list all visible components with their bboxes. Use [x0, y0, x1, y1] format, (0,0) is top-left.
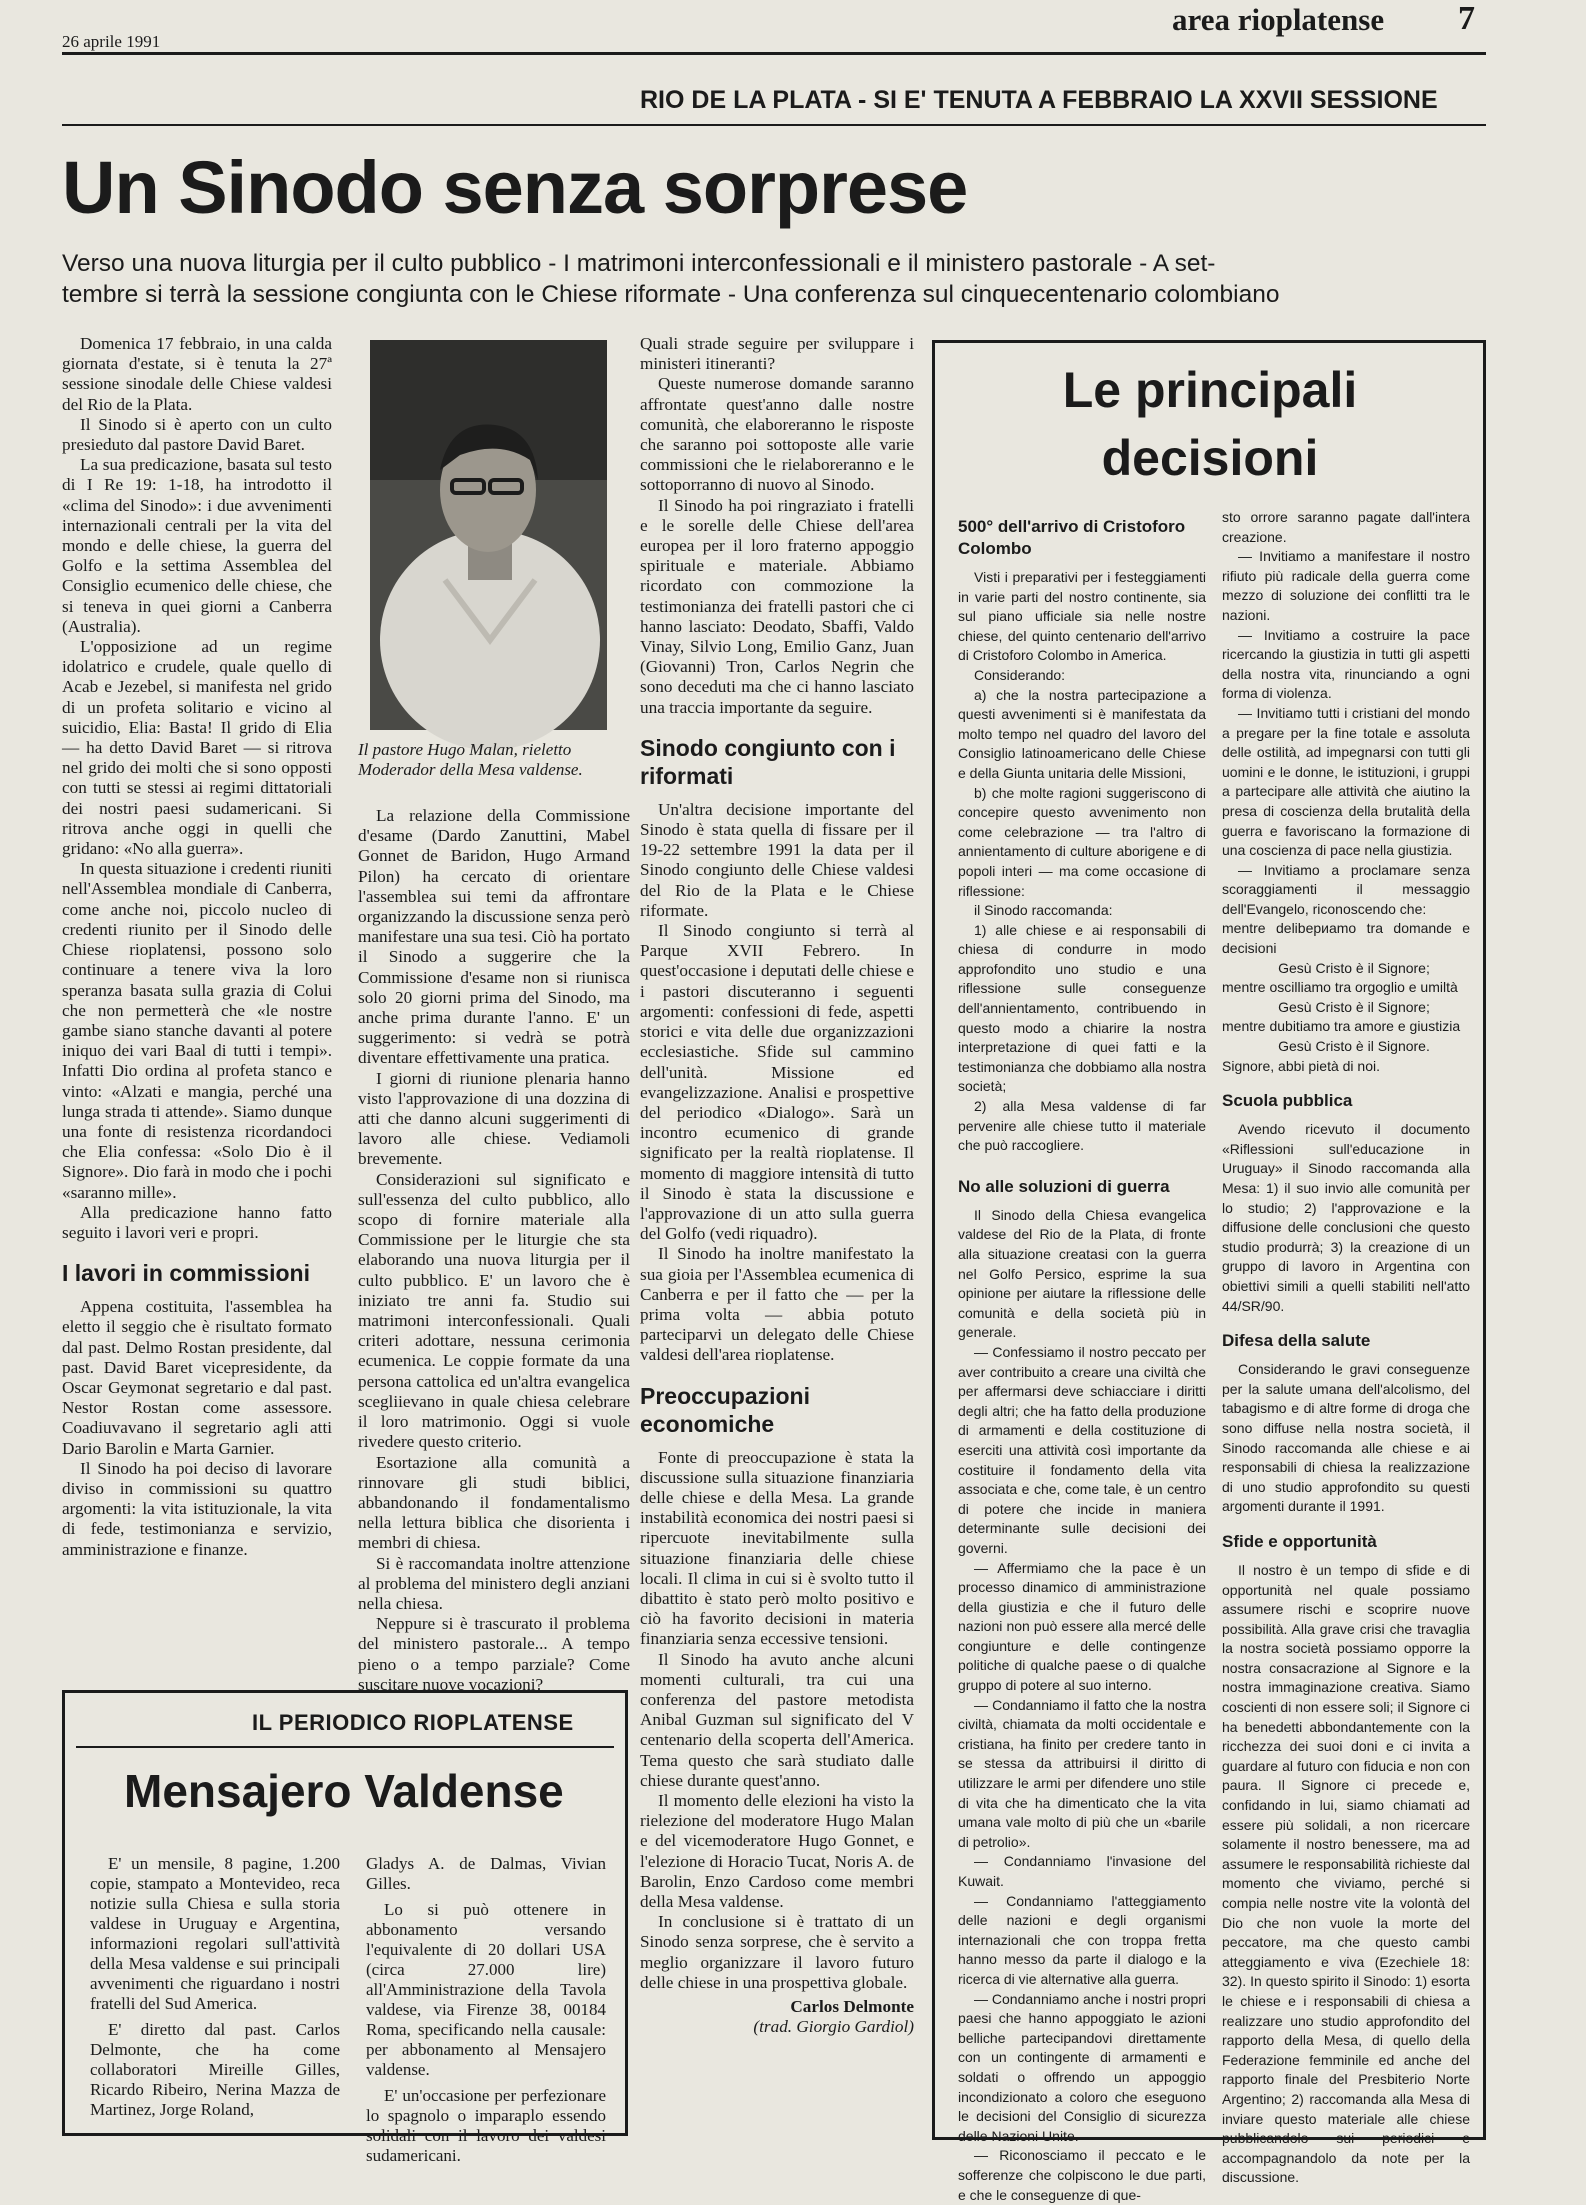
- portrait-illustration: [370, 340, 607, 730]
- article-column-2: [358, 806, 630, 1694]
- decision-paragraph: — Invitiamo a costruire la pace ricercando la giustizia in tutti gli aspetti della nostra vita, rinunciando a ogni forma di violenza.: [1222, 626, 1470, 702]
- portrait-photo: [370, 340, 607, 730]
- decision-paragraph: mentre oscilliamo tra orgoglio e umiltà: [1222, 979, 1458, 996]
- decision-paragraph: — Condanniamo l'atteggiamento delle nazioni e degli organismi internazionali che con troppa fretta hanno messo da parte il dialogo e la ricerca di vie alternative alla guerra.: [958, 1892, 1206, 1987]
- header-rule: [62, 52, 1486, 55]
- col2-paragraph: Esortazione alla comunità a rinnovare gli studi biblici, abbandonando il fondamentalismo nella lettura biblica che disorienta i membri di chiesa.: [358, 1452, 630, 1553]
- decision-paragraph: a) che la nostra partecipazione a questi avvenimenti si è manifestata da molto tempo nel quadro del lavoro del Consiglio latinoamericano delle Chiese e della Giunta unitaria delle Missioni,: [958, 686, 1206, 781]
- decision-paragraph: sto orrore saranno pagate dall'intera creazione.: [1222, 509, 1470, 545]
- mensajero-title: Mensajero Valdense: [124, 1765, 564, 1817]
- col2-paragraph: Neppure si è trascurato il problema del ministero pastorale... A tempo pieno o a tempo parziale? Come suscitare nuove vocazioni?: [358, 1614, 630, 1694]
- kicker: RIO DE LA PLATA - SI E' TENUTA A FEBBRAIO LA XXVII SESSIONE: [640, 86, 1438, 114]
- decision-paragraph: — Condanniamo l'invasione del Kuwait.: [958, 1853, 1206, 1889]
- col2-paragraph: Si è raccomandata inoltre attenzione al problema del ministero degli anziani nella chiesa.: [358, 1553, 630, 1613]
- decision-paragraph: Gesù Cristo è il Signore;: [1278, 959, 1430, 976]
- col3-subheading: Preoccupazioni economiche: [640, 1382, 810, 1437]
- decision-paragraph: il Sinodo raccomanda:: [974, 902, 1113, 919]
- col2-paragraph: I giorni di riunione plenaria hanno visto l'approvazione di una dozzina di atti che danno alcuni suggerimenti di lavoro alle chiese. Vediamoli brevemente.: [358, 1068, 630, 1169]
- decision-paragraph: — Invitiamo tutti i cristiani del mondo a pregare per la fine totale e assoluta delle ostilità, ad impegnarsi con tutti gli uomini e le donne, le istituzioni, i gruppi a partecipare alle attività che aiutino la presa di coscienza della brutalità della guerra e favoriscano la formazione di una coscienza di pace nella giustizia.: [1222, 704, 1470, 859]
- decision-paragraph: — Riconosciamo il peccato e le sofferenze che colpiscono le due parti, e che le conseguenze di que-: [958, 2147, 1206, 2203]
- mensajero-kicker: IL PERIODICO RIOPLATENSE: [252, 1710, 574, 1735]
- col1-paragraph: In questa situazione i credenti riuniti nell'Assemblea mondiale di Canberra, come anche noi, piccolo nucleo di credenti riunito per il Sinodo delle Chiese rioplatensi, possono solo continuare a tenere viva la loro speranza basata sulla grazia di Colui che non permetterà che «le nostre gambe siano stanche davanti al potere iniquo dei vari Baal di tutti i tempi». Infatti Dio ordina al profeta stanco e vinto: «Alzati e mangia, perché una lunga strada ti attende». Siamo dunque una fonte di resistenza ricordandoci che Elia confessa: «Solo Dio è il Signore». Dio farà in modo che i pochi «saranno mille».: [62, 859, 332, 1202]
- col1-paragraph: Alla predicazione hanno fatto seguito i lavori veri e propri.: [62, 1202, 332, 1242]
- mensajero-paragraph: Gladys A. de Dalmas, Vivian Gilles.: [366, 1854, 606, 1893]
- decision-heading: Sfide e opportunità: [1222, 1531, 1377, 1551]
- mensajero-paragraph: E' un'occasione per perfezionare lo spagnolo o imparарlo essendo solidali con il lavoro dei valdesi sudamericani.: [366, 2086, 606, 2165]
- col1-paragraph: L'opposizione ad un regime idolatrico e crudele, quale quello di Acab e Jezebel, si manifesta nel grido di un profeta solitario e vicino al suicidio, Elia: Basta! Il grido di Elia — ha detto David Baret — si ritrova nel grido dei molti che si sono opposti con tutti se stessi ai regimi dittatoriali dei nostri paesi sudamericani. Si ritrova anche oggi in quelli che gridano: «No alla guerra».: [62, 637, 332, 859]
- col3-paragraph: Il momento delle elezioni ha visto la rielezione del moderatore Hugo Malan e del vicemoderatore Hugo Gonnet, e l'elezione di Horacio Tucat, Noris A. de Barolin, Enzo Cardoso come membri della Mesa valdense.: [640, 1791, 914, 1912]
- decision-paragraph: Considerando le gravi conseguenze per la salute umana dell'alcolismo, del tabagismo e di altre forme di droga che sono diffuse nella nostra società, il Sinodo raccomanda alle chiese e ai responsabili di chiesa la realizzazione di uno studio approfondito su questi argomenti durante il 1991.: [1222, 1361, 1470, 1515]
- decision-paragraph: Signore, abbi pietà di noi.: [1222, 1057, 1380, 1074]
- decisions-box-title: Le principali decisioni: [1062, 362, 1358, 486]
- translator-credit: (trad. Giorgio Gardiol): [753, 2017, 914, 2037]
- decision-paragraph: Il Sinodo della Chiesa evangelica valdese del Rio de la Plata, di fronte alla situazione creatasi con la guerra nel Golfo Persico, esprime la sua opinione per aiutare la riflessione delle comunità e della società più in generale.: [958, 1206, 1206, 1341]
- subheadline-line-1: Verso una nuova liturgia per il culto pubblico - I matrimoni interconfessionali e il ministero pastorale - A set-: [62, 250, 1216, 277]
- decision-heading: Scuola pubblica: [1222, 1091, 1353, 1111]
- decision-paragraph: — Affermiamo che la pace è un processo dinamico di amministrazione della giustizia e che il futuro delle nazioni non può essere alla mercé delle congiunture e delle contingenze politiche di qualche paese o di qualche gruppo di potere al suo interno.: [958, 1559, 1206, 1694]
- col2-paragraph: La relazione della Commissione d'esame (Dardo Zanuttini, Mabel Gonnet de Baridon, Hugo Armand Pilon) ha cercato di orientare l'assemblea sui temi da affrontare organizzando la discussione senza però manifestare una sua tesi. Ciò ha portato il Sinodo a suggerire che la Commissione d'esame non si riunisca solo 20 giorni prima del Sinodo, ma anche prima durante l'anno. E' un suggerimento: si vedrà se potrà diventare effettivamente una pratica.: [358, 806, 630, 1068]
- headline: Un Sinodo senza sorprese: [62, 146, 968, 229]
- col3-paragraph: Il Sinodo ha avuto anche alcuni momenti culturali, tra cui una conferenza del pastore metodista Anibal Guzman sul significato del V centenario della scoperta dell'America. Tema questo che sarà studiato dalle chiese durante quest'anno.: [640, 1649, 914, 1790]
- mensajero-paragraph: E' un mensile, 8 pagine, 1.200 copie, stampato a Montevideo, reca notizie sulla Chiesa e sulla storia valdese in Uruguay e Argentina, informazioni regolari sull'attività della Mesa valdense e sui principali avvenimenti che riguardano i nostri fratelli del Sud America.: [90, 1854, 340, 2013]
- col2-paragraph: Considerazioni sul significato e sull'essenza del culto pubblico, allo scopo di fornire materiale alla Commissione per le liturgie che sta elaborando una nuova liturgia per il culto pubblico. E' un lavoro che è iniziato tre anni fa. Studio sui matrimoni interconfessionali. Quali criteri adottare, nessuna cerimonia ecumenica. Le coppie formate da una persona cattolica ed un'altra evangelica scegliievano in quale chiesa celebrare il loro matrimonio. Oggi si vuole rivedere questo criterio.: [358, 1169, 630, 1452]
- col3-paragraph: Fonte di preoccupazione è stata la discussione sulla situazione finanziaria delle chiese e della Mesa. La grande instabilità economica dei nostri paesi si ripercuote inevitabilmente sulla situazione finanziaria delle chiese locali. Il clima in cui si è svolto tutto il dibattito è stato però molto positivo e ciò ha favorito decisioni in materia finanziaria senza eccessive tensioni.: [640, 1447, 914, 1649]
- decision-paragraph: Visti i preparativi per i festeggiamenti in varie parti del nostro continente, sia sul piano ufficiale sia nelle nostre chiese, del quinto centenario dell'arrivo di Cristoforo Colombo in America.: [958, 569, 1206, 664]
- decision-heading: Difesa della salute: [1222, 1331, 1371, 1351]
- issue-date: 26 aprile 1991: [62, 32, 161, 51]
- decisions-column-right: [1222, 508, 1470, 2186]
- col1-paragraph: Il Sinodo ha poi deciso di lavorare diviso in commissioni su quattro argomenti: la vita istituzionale, la vita di fede, testimonianza e servizio, amministrazione e finanze.: [62, 1458, 332, 1559]
- section-name: area rioplatense: [1172, 2, 1385, 37]
- decision-paragraph: 2) alla Mesa valdense di far pervenire alle chiese tutto il materiale che può raccogliere.: [958, 1098, 1206, 1154]
- decision-paragraph: Il nostro è un tempo di sfide e di opportunità nel quale possiamo assumere rischi e scoprire nuove possibilità. Alla grave crisi che travaglia la nostra società possiamo opporre la nostra consacrazione al Signore e la nostra immaginazione creativa. Siamo coscienti di non essere soli; il Signore ci ha benedetti abbondantemente con la ricchezza dei suoi doni e ci invita a guardare al futuro con fiducia e non con paura. Il Signore ci precede e, confidando in lui, siamo chiamati ad essere più solidali, a non ricercare solamente il nostro benessere, ma ad assumere le responsabilità richieste dal momento che viviamo, perché si compia nelle nostre vite la volontà del Dio che non vuole la morte del peccatore, ma che questo cambi atteggiamento e viva (Ezechiele 18: 32). In questo spirito il Sinodo: 1) esorta le chiese e i responsabili di chiesa a realizzare uno studio approfondito del rapporto della Mesa, di quello della Federazione femminile ed anche del rapporto finale del Presbiterio Norte Argentino; 2) raccomanda alla Mesa di inviare questo materiale alle chiese pubblicandolo sui periodici e accompagnandolo da note per la discussione.: [1222, 1561, 1470, 2186]
- col3-paragraph: Queste numerose domande saranno affrontate quest'anno dalle nostre comunità, che elaboreranno le risposte che saranno poi sottoposte alle varie commissioni che le rielaboreranno e le sottoporranno di nuovo al Sinodo.: [640, 374, 914, 495]
- col1-paragraph: Appena costituita, l'assemblea ha eletto il seggio che è risultato formato dal past. Delmo Rostan presidente, dal past. David Baret vicepresidente, da Oscar Geymonat segretario e dal past. Nestor Rostan come assessore. Coadiuvavano il segretario agli atti Dario Barolin e Marta Garnier.: [62, 1297, 332, 1458]
- mensajero-column-right: [366, 1854, 606, 2165]
- author-byline: Carlos Delmonte: [790, 1997, 914, 2017]
- kicker-rule: [62, 124, 1486, 126]
- photo-caption: Il pastore Hugo Malan, rieletto Moderador della Mesa valdense.: [358, 740, 583, 779]
- decision-paragraph: 1) alle chiese e ai responsabili di chiesa di condurre in modo approfondito uno studio e una riflessione sulle conseguenze dell'annientamento, contribuendo in questo modo a chiarire la nostra interpretazione di quei fatti e la testimonianza che dobbiamo alla nostra società;: [958, 921, 1206, 1095]
- col3-subheading: Sinodo congiunto con i riformati: [640, 734, 896, 789]
- mensajero-paragraph: Lo si può ottenere in abbonamento versando l'equivalente di 20 dollari USA (circa 27.000 lire) all'Amministrazione della Tavola valdese, via Firenze 38, 00184 Roma, specificando nella causale: per abbonamento al Mensajero valdense.: [366, 1900, 606, 2079]
- mensajero-paragraph: E' diretto dal past. Carlos Delmonte, che ha come collaboratori Mireille Gilles, Ricardo Ribeiro, Nerina Mazza de Martinez, Jorge Roland,: [90, 2020, 340, 2119]
- mensajero-rule: [76, 1746, 614, 1748]
- decision-heading: No alle soluzioni di guerra: [958, 1176, 1170, 1196]
- decision-paragraph: mentre dubitiamo tra amore e giustizia: [1222, 1018, 1461, 1035]
- subheadline: [62, 248, 1486, 310]
- col3-paragraph: Un'altra decisione importante del Sinodo è stata quella di fissare per il 19-22 settembre 1991 la data per il Sinodo congiunto delle Chiese valdesi del Rio de la Plata e le Chiese riformate.: [640, 799, 914, 920]
- decision-paragraph: b) che molte ragioni suggeriscono di concepire questo avvenimento non come celebrazione — tra l'altro di annientamento di culture aborigene e di popoli interi — ma come occasione di riflessione:: [958, 784, 1206, 899]
- page-number: 7: [1458, 0, 1475, 37]
- decision-paragraph: — Condanniamo anche i nostri propri paesi che hanno appoggiato le azioni belliche partecipandovi direttamente con un contingente di armamenti e soldati o offrendo un appoggio incondizionato a coloro che eseguono le decisioni del Consiglio di sicurezza delle Nazioni Unite.: [958, 1990, 1206, 2144]
- col3-paragraph: In conclusione si è trattato di un Sinodo senza sorprese, che è servito a meglio organizzare il lavoro futuro delle chiese in una prospettiva globale.: [640, 1912, 914, 1992]
- article-column-1: [62, 334, 332, 1664]
- article-column-3: [640, 334, 914, 2076]
- decision-paragraph: — Invitiamo a proclamare senza scoraggiamenti il messaggio dell'Evangelo, riconoscendo che:: [1222, 861, 1470, 917]
- decision-paragraph: Avendo ricevuto il documento «Riflessioni sull'educazione in Uruguay» il Sinodo raccomanda alla Mesa: 1) il suo invio alle comunità per lo studio; 2) l'approvazione e la diffusione delle conclusioni che questo studio produrrà; 3) la creazione di un gruppo di lavoro in Argentina con obiettivi simili a quelli stabiliti nell'atto 44/SR/90.: [1222, 1121, 1470, 1314]
- col1-paragraph: La sua predicazione, basata sul testo di I Re 19: 1-18, ha introdotto il «clima del Sinodo»: i due avvenimenti internazionali centrali per la vita del mondo e delle chiese, la guerra del Golfo e la settima Assemblea del Consiglio ecumenico delle chiese, che si teneva in quei giorni a Canberra (Australia).: [62, 455, 332, 636]
- col3-paragraph: Quali strade seguire per sviluppare i ministeri itineranti?: [640, 334, 914, 374]
- col1-paragraph: Domenica 17 febbraio, in una calda giornata d'estate, si è tenuta la 27ª sessione sinodale delle Chiese valdesi del Rio de la Plata.: [62, 334, 332, 414]
- col3-paragraph: Il Sinodo ha inoltre manifestato la sua gioia per l'Assemblea ecumenica di Canberra e per il fatto che — per la prima volta — abbia potuto parteciparvi un delegato delle Chiese valdesi dell'area rioplatense.: [640, 1244, 914, 1365]
- decision-paragraph: Gesù Cristo è il Signore;: [1278, 998, 1430, 1015]
- decision-heading: 500° dell'arrivo di Cristoforo Colombo: [958, 517, 1186, 558]
- decision-paragraph: mentre delibериamo tra domande e decisioni: [1222, 920, 1470, 957]
- mensajero-column-left: [90, 1854, 340, 2124]
- col1-subheading: I lavori in commissioni: [62, 1260, 310, 1287]
- decision-paragraph: — Condanniamo il fatto che la nostra civiltà, chiamata da molti occidentale e cristiana, ha finito per credere tanto in se stessa da attribuirsi il diritto di utilizzare le armi per difendere uno stile di vita che ha dimenticato che la vita umana vale molto di più che un «barile di petrolio».: [958, 1696, 1206, 1850]
- col3-paragraph: Il Sinodo ha poi ringraziato i fratelli e le sorelle delle Chiese dell'area europea per il loro fraterno appoggio spirituale e materiale. Abbiamo ricordato con commozione la testimonianza dei fratelli pastori che ci hanno lasciato: Deodato, Sbaffi, Valdo Vinay, Silvio Long, Emilio Ganz, Juan (Giovanni) Tron, Carlos Negrin che sono deceduti ma che ci hanno lasciato una traccia importante da seguire.: [640, 495, 914, 717]
- decision-paragraph: — Invitiamo a manifestare il nostro rifiuto più radicale della guerra come mezzo di soluzione dei conflitti tra le nazioni.: [1222, 548, 1470, 623]
- decision-paragraph: Considerando:: [974, 666, 1066, 683]
- subheadline-line-2: tembre si terrà la sessione congiunta con le Chiese riformate - Una conferenza sul cinquecentenario colombiano: [62, 281, 1280, 308]
- col1-paragraph: Il Sinodo si è aperto con un culto presieduto dal pastore David Baret.: [62, 414, 332, 455]
- decision-paragraph: — Confessiamo il nostro peccato per aver contribuito a creare una civiltà che per affermarsi deve schiacciare i diritti degli altri; che ha fatto della produzione di armamenti e della costituzione di eserciti una attività così importante da costituire il fondamento della vita associata e che, come tale, è un centro di potere che incide in maniera determinante sulle decisioni dei governi.: [958, 1343, 1206, 1556]
- col3-paragraph: Il Sinodo congiunto si terrà al Parque XVII Febrero. In quest'occasione i deputati delle chiese e i pastori discuteranno i seguenti argomenti: confessioni di fede, aspetti storici e vita delle due organizzazioni ecclesiastiche. Sfide sul cammino dell'unità. Missione ed evangelizzazione. Analisi e prospettive del periodico «Dialogo». Sarà un incontro ecumenico di grande significato per la realtà rioplatense. Il momento di maggiore intensità di tutto il Sinodo è stata la discussione e l'approvazione di un atto sulla guerra del Golfo (vedi riquadro).: [640, 921, 914, 1244]
- decision-paragraph: Gesù Cristo è il Signore.: [1278, 1038, 1430, 1055]
- decisions-column-left: [958, 508, 1206, 2203]
